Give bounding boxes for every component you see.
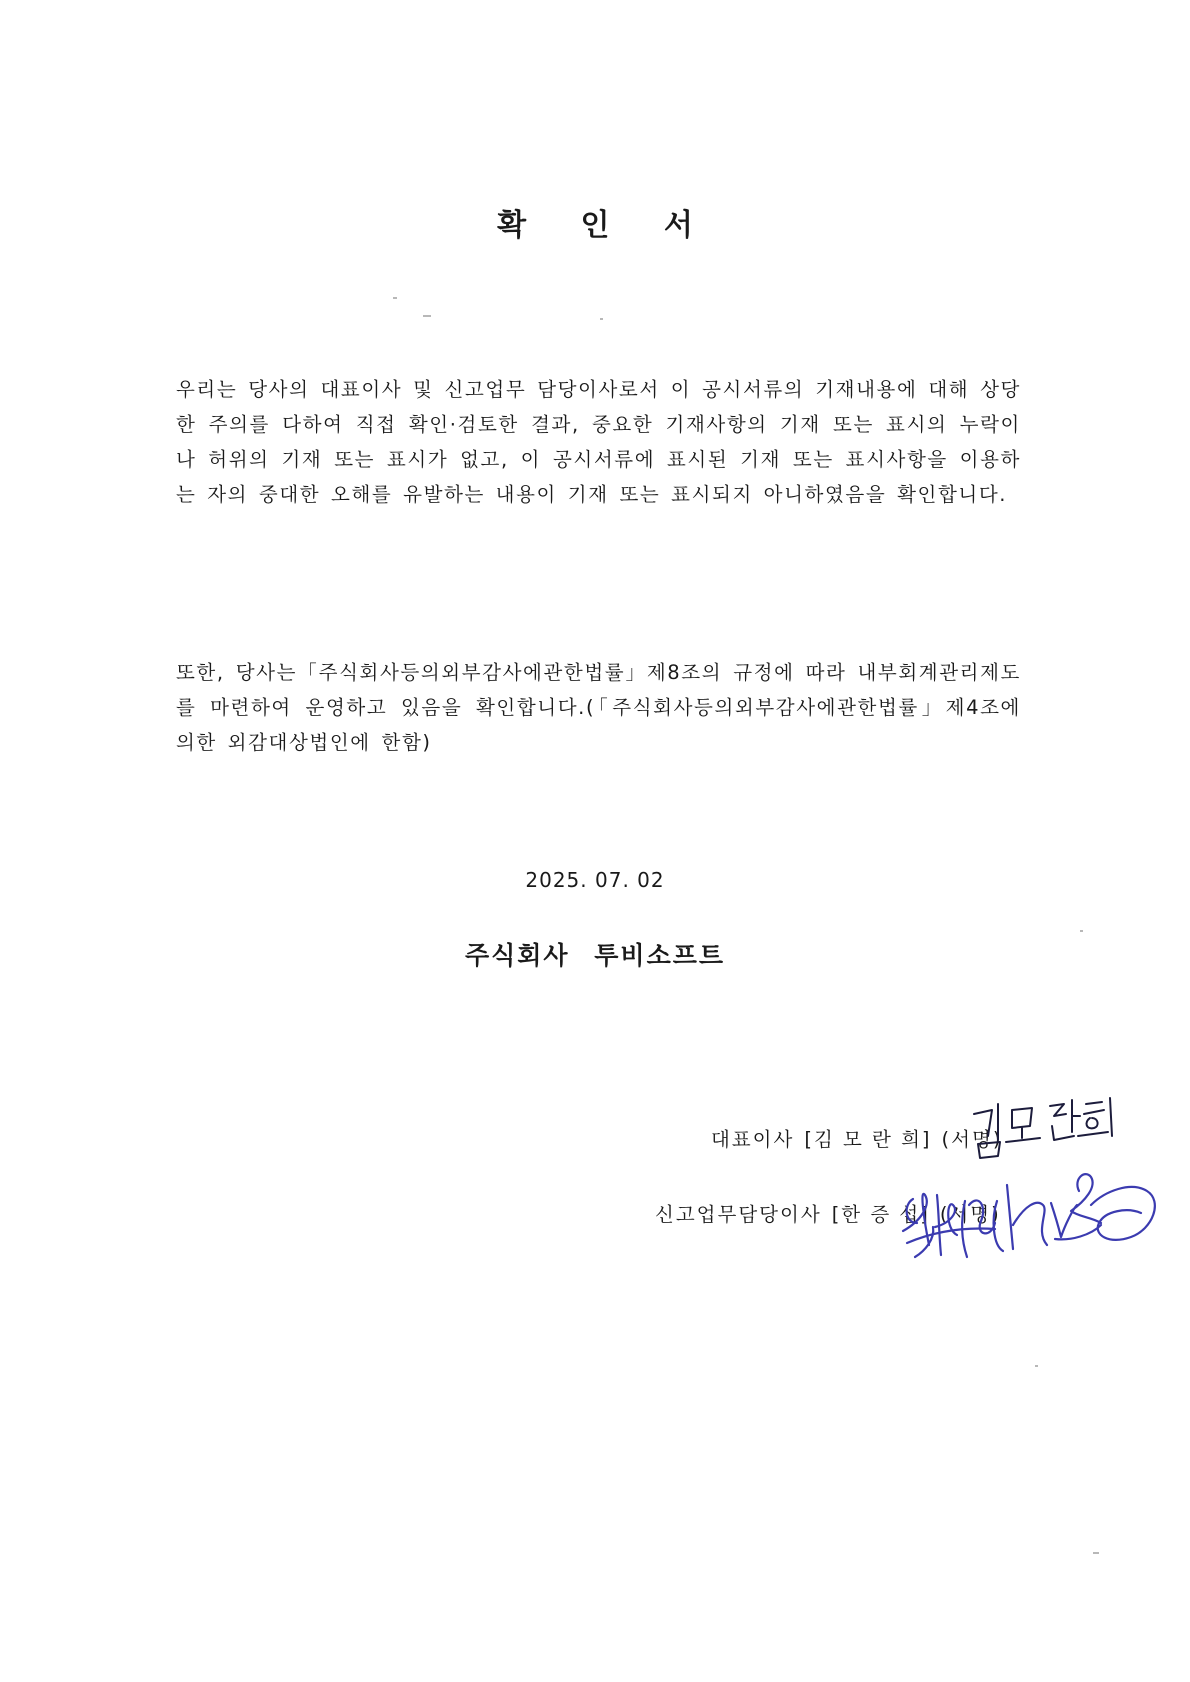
director-signature-line [655, 1199, 1001, 1227]
scan-speck [1093, 1552, 1099, 1554]
director-name: [한 증 섭] [831, 1203, 930, 1226]
scan-speck [423, 315, 431, 317]
scan-speck [600, 318, 603, 320]
ceo-signature-line [711, 1124, 1002, 1152]
document-title: 확 인 서 [497, 208, 715, 243]
ceo-sign-label: (서명) [941, 1128, 1003, 1151]
internal-control-paragraph: 또한, 당사는「주식회사등의외부감사에관한법률」제8조의 규정에 따라 내부회계관리제도를 마련하여 운영하고 있음을 확인합니다.(「주식회사등의외부감사에관한법률」제4조에 의한 외감대상법인에 한함) [176, 661, 1021, 754]
ceo-role: 대표이사 [711, 1128, 795, 1151]
company-name: 주식회사 투비소프트 [464, 941, 726, 970]
director-role: 신고업무담당이사 [655, 1203, 822, 1226]
document-date: 2025. 07. 02 [525, 868, 665, 892]
confirmation-paragraph: 우리는 당사의 대표이사 및 신고업무 담당이사로서 이 공시서류의 기재내용에 대해 상당한 주의를 다하여 직접 확인·검토한 결과, 중요한 기재사항의 기재 또는 표시의 누락이나 허위의 기재 또는 표시가 없고, 이 공시서류에 표시된 기재 또는 표시사항을 이용하는 자의 중대한 오해를 유발하는 내용이 기재 또는 표시되지 아니하였음을 확인합니다. [176, 378, 1021, 506]
ceo-name: [김 모 란 희] [804, 1128, 932, 1151]
scan-speck [1080, 930, 1083, 932]
scan-speck [393, 297, 397, 299]
director-sign-label: (서명) [939, 1203, 1001, 1226]
scan-speck [1035, 1365, 1038, 1367]
